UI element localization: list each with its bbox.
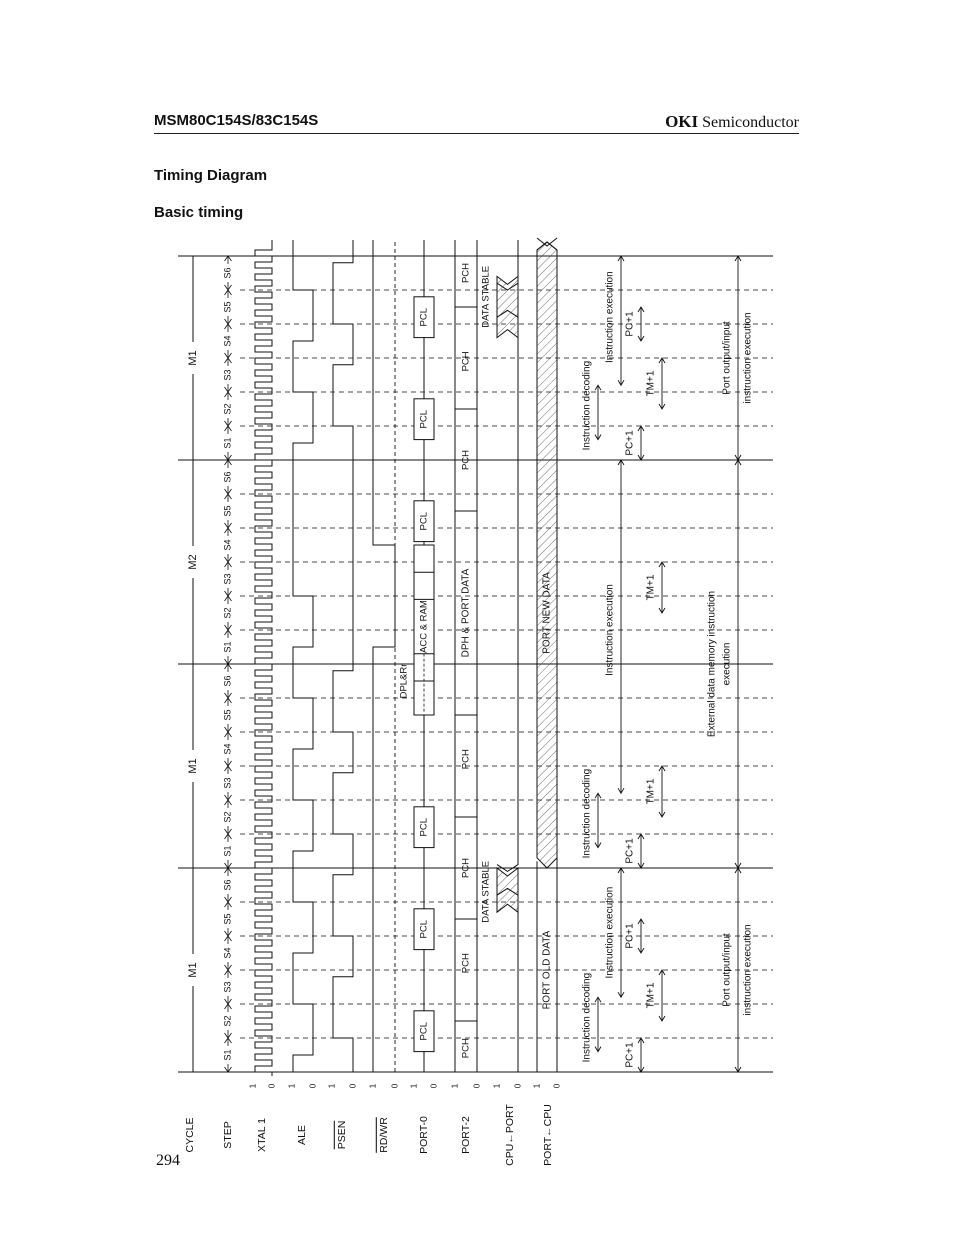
step-label: S3 bbox=[222, 369, 233, 381]
signal-level-low: 0 bbox=[347, 1083, 358, 1089]
execution-label: Instruction execution bbox=[604, 584, 616, 676]
signal-level-low: 0 bbox=[307, 1083, 318, 1089]
cpu-port-edge bbox=[497, 310, 518, 871]
signal-level-high: 1 bbox=[367, 1083, 378, 1089]
psen-waveform bbox=[333, 240, 353, 1072]
signal-name-label: CYCLE bbox=[183, 1117, 196, 1153]
signal-level-low: 0 bbox=[471, 1083, 482, 1089]
port2-pch-label: PCH bbox=[460, 449, 472, 471]
pc-increment-label: PC+1 bbox=[624, 923, 636, 949]
signal-name-label: PORT-0 bbox=[417, 1116, 430, 1154]
ext-mem-label-2: execution bbox=[721, 642, 733, 686]
cycle-label: M1 bbox=[186, 962, 199, 978]
step-label: S6 bbox=[222, 267, 233, 279]
signal-level-low: 0 bbox=[266, 1083, 277, 1089]
port-cpu-new-data-region bbox=[537, 242, 557, 868]
signal-name-label: STEP bbox=[221, 1121, 234, 1149]
signal-name-label: PORT←CPU bbox=[541, 1104, 554, 1166]
cpu-port-stable-region bbox=[497, 868, 518, 912]
signal-name-label: XTAL 1 bbox=[255, 1118, 268, 1152]
step-label: S4 bbox=[222, 335, 233, 347]
step-label: S4 bbox=[222, 743, 233, 755]
port0-dpl-label: DPL&Rr bbox=[398, 663, 410, 699]
signal-level-high: 1 bbox=[449, 1083, 460, 1089]
cpu-port-edge bbox=[497, 888, 518, 1072]
signal-level-high: 1 bbox=[531, 1083, 542, 1089]
signal-level-low: 0 bbox=[512, 1083, 523, 1089]
step-label: S6 bbox=[222, 675, 233, 687]
step-label: S5 bbox=[222, 913, 233, 925]
page-number: 294 bbox=[156, 1152, 180, 1169]
step-label: S5 bbox=[222, 709, 233, 721]
step-label: S1 bbox=[222, 437, 233, 449]
signal-name-label: RD/WR bbox=[377, 1117, 390, 1153]
step-label: S3 bbox=[222, 573, 233, 585]
cpu-port-stable-region bbox=[497, 276, 518, 337]
tm-increment-label: TM+1 bbox=[645, 982, 657, 1009]
document-header-title: MSM80C154S/83C154S bbox=[154, 112, 319, 129]
port0-pcl-label: PCL bbox=[418, 307, 430, 327]
section-title: Timing Diagram bbox=[154, 167, 268, 184]
step-label: S6 bbox=[222, 879, 233, 891]
step-label: S1 bbox=[222, 845, 233, 857]
pc-increment-label: PC+1 bbox=[624, 838, 636, 864]
signal-level-high: 1 bbox=[326, 1083, 337, 1089]
signal-level-high: 1 bbox=[408, 1083, 419, 1089]
step-label: S5 bbox=[222, 301, 233, 313]
decoding-label: Instruction decoding bbox=[581, 360, 593, 451]
port0-pcl-label: PCL bbox=[418, 1021, 430, 1041]
port2-pch-label: PCH bbox=[460, 953, 472, 974]
step-label: S1 bbox=[222, 641, 233, 653]
port2-pch-label: PCH bbox=[460, 1038, 472, 1059]
ale-waveform bbox=[293, 240, 313, 1072]
pc-increment-label: PC+1 bbox=[624, 430, 636, 456]
cpu-port-stable-label: DATA STABLE bbox=[480, 860, 492, 923]
subsection-title: Basic timing bbox=[154, 204, 244, 221]
execution-label: Instruction execution bbox=[604, 886, 616, 979]
pc-increment-label: PC+1 bbox=[624, 311, 636, 337]
cycle-label: M1 bbox=[186, 350, 199, 366]
port0-pcl-label: PCL bbox=[418, 511, 430, 531]
cycle-label: M2 bbox=[186, 554, 199, 570]
signal-name-label: ALE bbox=[295, 1125, 308, 1145]
signal-name-label: CPU←PORT bbox=[503, 1104, 516, 1166]
signal-level-high: 1 bbox=[247, 1083, 258, 1089]
signal-level-low: 0 bbox=[428, 1083, 439, 1089]
step-label: S3 bbox=[222, 777, 233, 789]
tm-increment-label: TM+1 bbox=[645, 574, 657, 601]
signal-level-high: 1 bbox=[491, 1083, 502, 1089]
cycle-label: M1 bbox=[186, 758, 199, 774]
tm-increment-label: TM+1 bbox=[645, 778, 657, 805]
step-label: S5 bbox=[222, 505, 233, 517]
signal-level-low: 0 bbox=[389, 1083, 400, 1089]
port0-pcl-label: PCL bbox=[418, 919, 430, 939]
step-label: S1 bbox=[222, 1049, 233, 1061]
signal-name-label: PORT-2 bbox=[459, 1116, 472, 1154]
brand-suffix: Semiconductor bbox=[702, 114, 799, 131]
decoding-label: Instruction decoding bbox=[581, 972, 593, 1063]
port0-acc-ram-label: ACC & RAM bbox=[418, 600, 430, 653]
step-label: S4 bbox=[222, 947, 233, 959]
port0-pcl-label: PCL bbox=[418, 817, 430, 837]
tm-increment-label: TM+1 bbox=[645, 370, 657, 397]
decoding-label: Instruction decoding bbox=[581, 768, 593, 859]
step-label: S2 bbox=[222, 1015, 233, 1027]
step-label: S3 bbox=[222, 981, 233, 993]
cpu-port-stable-label: DATA STABLE bbox=[480, 265, 492, 328]
step-label: S2 bbox=[222, 403, 233, 415]
brand-name: OKI bbox=[665, 112, 699, 131]
rd-wr-waveform bbox=[373, 240, 395, 1072]
port-cpu-new-label: PORT NEW DATA bbox=[541, 572, 553, 654]
execution-label: Instruction execution bbox=[604, 271, 616, 364]
step-label: S2 bbox=[222, 811, 233, 823]
port2-pch-label: PCH bbox=[460, 351, 472, 372]
pc-increment-label: PC+1 bbox=[624, 1042, 636, 1068]
port2-dph-label: DPH & PORT DATA bbox=[460, 568, 472, 658]
port2-pch-label: PCH bbox=[460, 749, 472, 770]
step-label: S6 bbox=[222, 471, 233, 483]
port-cpu-old-label: PORT OLD DATA bbox=[541, 930, 553, 1010]
signal-level-high: 1 bbox=[286, 1083, 297, 1089]
ext-mem-label: External data memory instruction bbox=[706, 590, 718, 738]
port-io-label: Port output/input bbox=[721, 933, 733, 1007]
port-io-label: Port output/input bbox=[721, 321, 733, 395]
port0-pcl-label: PCL bbox=[418, 409, 430, 429]
signal-level-low: 0 bbox=[551, 1083, 562, 1089]
port2-pch-label: PCH bbox=[460, 262, 472, 284]
step-label: S2 bbox=[222, 607, 233, 619]
signal-name-label: PSEN bbox=[335, 1120, 348, 1150]
xtal1-waveform bbox=[255, 240, 272, 1076]
port2-pch-label: PCH bbox=[460, 857, 472, 879]
port-io-exec-label: instruction execution bbox=[742, 924, 754, 1016]
step-label: S4 bbox=[222, 539, 233, 551]
port-io-exec-label: instruction execution bbox=[742, 312, 754, 404]
